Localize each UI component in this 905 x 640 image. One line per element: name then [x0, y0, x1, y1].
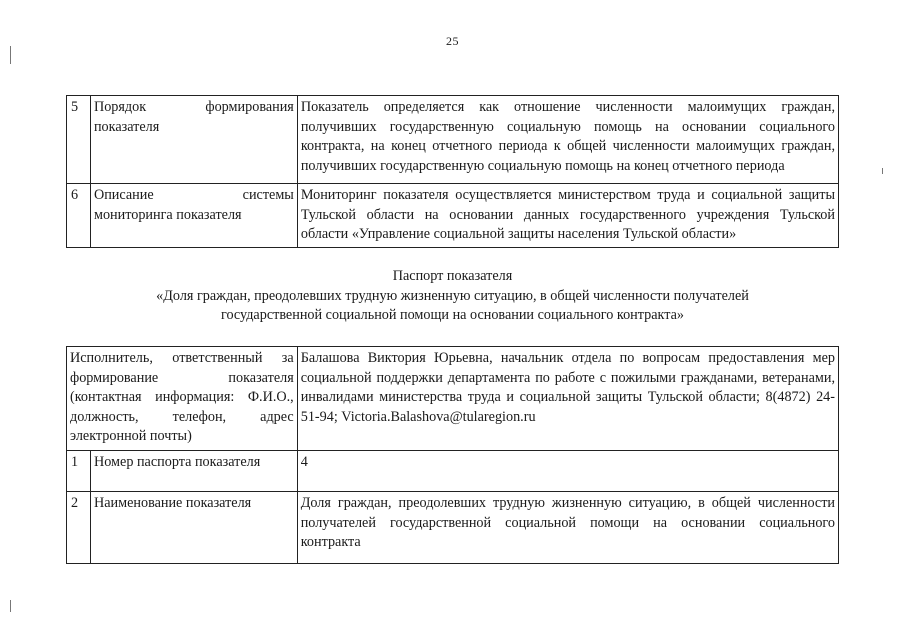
row-value: Доля граждан, преодолевших трудную жизненную ситуацию, в общей численности получателей государственной социальной помощи на основании социального контракта	[297, 492, 838, 564]
table-row	[67, 96, 839, 184]
row-label-part: системы	[242, 187, 294, 203]
table-row-executor	[67, 347, 839, 451]
row-value: Мониторинг показателя осуществляется министерством труда и социальной защиты Тульской области на основании данных государственного учреждения Тульской области «Управление социальной защиты населения Тульской области»	[297, 184, 838, 248]
page-number: 25	[446, 34, 459, 48]
row-number: 1	[67, 451, 91, 492]
row-number: 5	[67, 96, 91, 184]
row-value: 4	[297, 451, 838, 492]
row-label	[90, 184, 297, 248]
executor-label: Исполнитель, ответственный за формирование показателя (контактная информация: Ф.И.О., должность, телефон, адрес электронной почты)	[67, 347, 298, 451]
row-label-part: Порядок	[93, 99, 147, 115]
passport-heading: Паспорт показателя	[392, 268, 513, 284]
row-label-part: показателя	[93, 118, 160, 135]
scan-edge-mark	[10, 46, 11, 64]
passport-title-block	[60, 267, 845, 326]
table-row	[67, 184, 839, 248]
indicator-table-continued	[66, 95, 839, 248]
indicator-passport-table	[66, 346, 839, 564]
row-value: Показатель определяется как отношение численности малоимущих граждан, получивших государственную социальную помощь на основании социального контракта, на конец отчетного периода к общей численности малоимущих граждан, получивших государственную социальную помощь на конец отчетного периода	[297, 96, 838, 184]
row-number: 6	[67, 184, 91, 248]
table-row	[67, 492, 839, 564]
row-label-part: Описание	[93, 187, 154, 203]
row-label	[90, 96, 297, 184]
table-row	[67, 451, 839, 492]
scan-edge-mark	[10, 600, 11, 612]
row-label: Наименование показателя	[90, 492, 297, 564]
row-label-part: мониторинга показателя	[93, 206, 242, 223]
passport-subtitle: «Доля граждан, преодолевших трудную жизненную ситуацию, в общей численности получателей государственной социальной помощи на основании социального контракта»	[156, 287, 749, 323]
row-label: Номер паспорта показателя	[90, 451, 297, 492]
scan-edge-mark	[882, 168, 883, 174]
executor-value: Балашова Виктория Юрьевна, начальник отдела по вопросам предоставления мер социальной поддержки департамента по работе с пожилыми гражданами, ветеранами, инвалидами министерства труда и социальной защиты Тульской области; 8(4872) 24-51-94; Victoria.Balashova@tularegion.ru	[297, 347, 838, 451]
row-label-part: формирования	[205, 99, 294, 115]
row-number: 2	[67, 492, 91, 564]
